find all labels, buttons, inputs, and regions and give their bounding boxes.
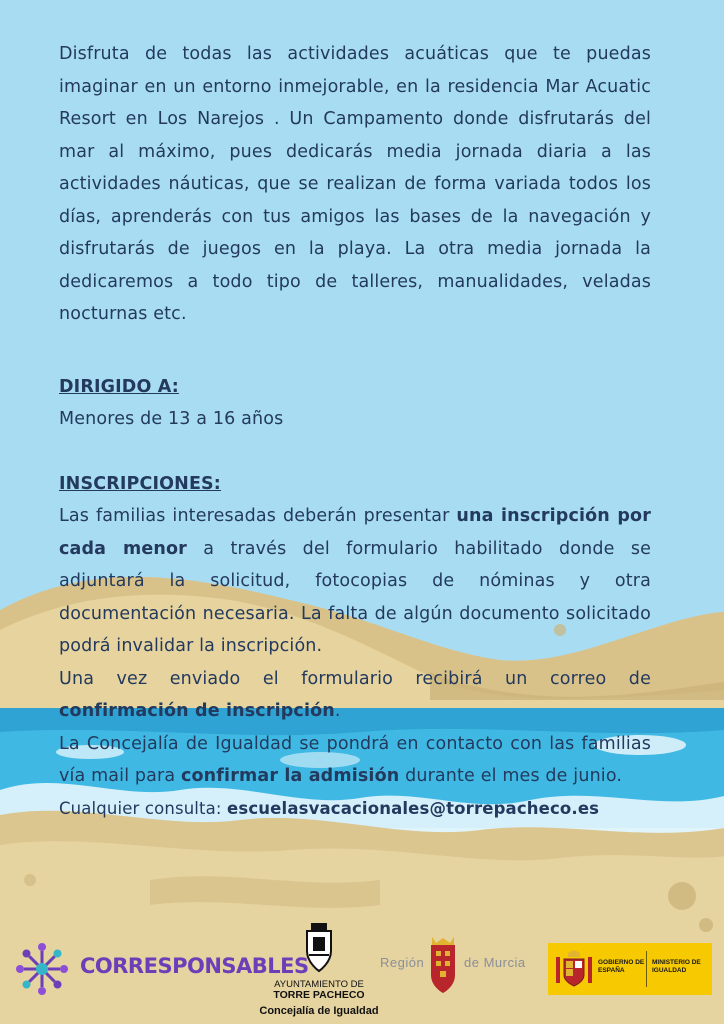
ayuntamiento-line2: TORRE PACHECO: [273, 989, 365, 1001]
flyer-content: [59, 38, 651, 825]
corresponsables-text: CORRESPONSABLES: [80, 954, 309, 978]
consulta-line: Cualquier consulta: escuelasvacacionales@torrepacheco.es: [59, 798, 600, 818]
inscripciones-paragraph-3: La Concejalía de Igualdad se pondrá en contacto con las familias vía mail para confirmar la admisión durante el mes de junio.: [59, 733, 651, 786]
corresponsables-star-icon: [12, 939, 72, 999]
inscripciones-paragraph-2: Una vez enviado el formulario recibirá un correo de confirmación de inscripción.: [59, 668, 651, 721]
murcia-text-b: de Murcia: [464, 955, 526, 970]
dirigido-text: Menores de 13 a 16 años: [59, 409, 284, 429]
inscripciones-paragraph-1: Las familias interesadas deberán presentar una inscripción por cada menor a través del formulario habilitado donde se adjuntará la solicitud, fotocopias de nóminas y otra documentación necesaria. La falta de algún documento solicitado podrá invalidar la inscripción.: [59, 506, 652, 656]
admision-highlight: confirmar la admisión: [180, 766, 400, 786]
gobierno-divider: [646, 951, 647, 987]
gobierno-text: GOBIERNO DE ESPAÑA: [598, 959, 645, 974]
contact-email-link[interactable]: escuelasvacacionales@torrepacheco.es: [227, 798, 600, 818]
intro-paragraph: Disfruta de todas las actividades acuáticas que te puedas imaginar en un entorno inmejorable, en la residencia Mar Acuatic Resort en Los Narejos . Un Campamento donde disfrutarás del mar al máximo, pues dedicarás media jornada diaria a las actividades náuticas, que se realizan de forma variada todos los días, aprenderás con tus amigos las bases de la navegación y disfrutarás de juegos en la playa. La otra media jornada la dedicaremos a todo tipo de talleres, manualidades, veladas nocturnas etc.: [59, 44, 651, 324]
corresponsables-logo: [12, 939, 309, 999]
murcia-shield-icon: [426, 935, 460, 997]
ayuntamiento-logo: [254, 921, 384, 1021]
concejalia-label: Concejalía de Igualdad: [259, 1005, 379, 1017]
dirigido-heading: DIRIGIDO A:: [59, 376, 179, 397]
inscripcion-highlight: una inscripción por cada menor: [59, 506, 651, 559]
coat-of-arms-icon: [299, 921, 339, 975]
confirmacion-highlight: confirmación de inscripción: [59, 701, 335, 721]
spain-coat-of-arms-icon: [554, 949, 594, 989]
ministerio-text: MINISTERIO DE IGUALDAD: [652, 959, 701, 974]
murcia-text-a: Región: [380, 955, 425, 970]
sponsor-logos: [0, 915, 724, 1024]
gobierno-espana-logo: [548, 943, 712, 995]
ayuntamiento-line1: AYUNTAMIENTO DE: [274, 979, 364, 990]
inscripciones-heading: INSCRIPCIONES:: [59, 473, 221, 494]
region-murcia-logo: [378, 933, 533, 1003]
